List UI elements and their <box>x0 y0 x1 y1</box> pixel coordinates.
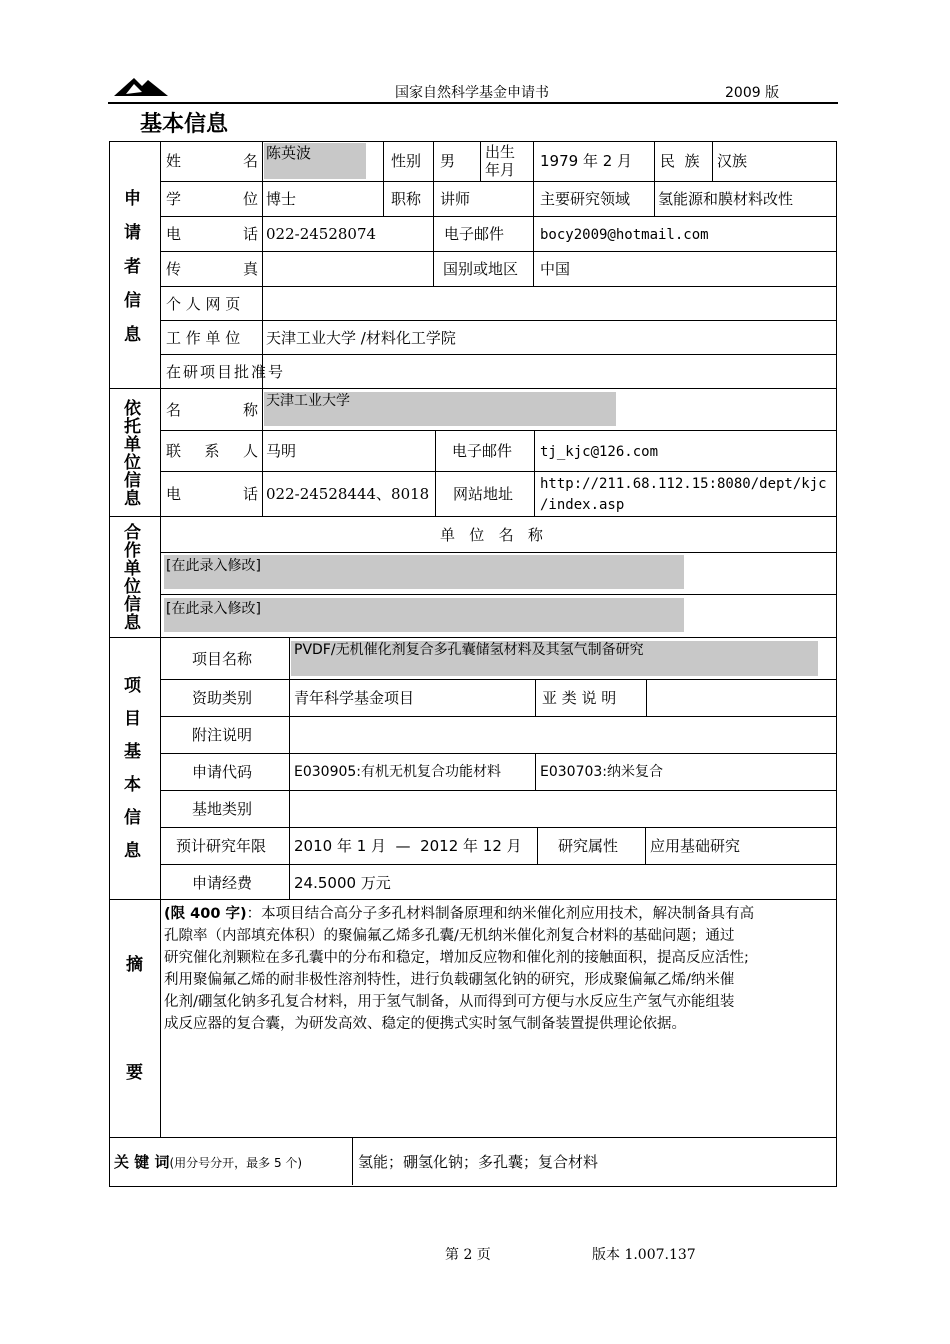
title-label: 职称 <box>391 190 422 208</box>
field-value[interactable]: 氢能源和膜材料改性 <box>658 190 794 208</box>
attr-label: 研究属性 <box>558 837 619 855</box>
section-title: 基本信息 <box>140 112 229 137</box>
project-name-value[interactable]: PVDF/无机催化剂复合多孔囊储氢材料及其氢气制备研究 <box>294 642 644 658</box>
host-contact-label: 联 系 人 <box>166 442 258 460</box>
name-label: 姓 名 <box>166 152 258 170</box>
abstract-line: 成反应器的复合囊，为研发高效、稳定的便携式实时氢气制备装置提供理论依据。 <box>164 1016 686 1032</box>
email-label: 电子邮件 <box>444 225 505 243</box>
partner-group-label: 合 作 单 位 信 息 <box>124 523 141 633</box>
field-label: 主要研究领域 <box>540 190 631 208</box>
host-website-line-1[interactable]: http://211.68.112.15:8080/dept/kjc <box>540 476 827 492</box>
subclass-label: 亚 类 说 明 <box>542 689 617 707</box>
abstract-text[interactable] <box>164 903 834 1035</box>
homepage-label: 个 人 网 页 <box>166 295 241 313</box>
name-value[interactable]: 陈英波 <box>266 144 312 162</box>
abstract-line: 孔隙率（内部填充体积）的聚偏氟乙烯多孔囊/无机纳米催化剂复合材料的基础问题；通过 <box>164 928 735 944</box>
host-email-label: 电子邮件 <box>452 442 513 460</box>
host-contact-value[interactable]: 马明 <box>266 442 297 460</box>
partner-row-1[interactable]: [在此录入修改] <box>166 558 261 574</box>
host-group-label: 依 托 单 位 信 息 <box>124 399 141 509</box>
employer-label: 工 作 单 位 <box>166 329 241 347</box>
gender-label: 性别 <box>391 152 422 170</box>
partner-row-2[interactable]: [在此录入修改] <box>166 601 261 617</box>
email-value[interactable]: bocy2009@hotmail.com <box>540 227 709 243</box>
nsfc-logo <box>112 72 170 98</box>
degree-value[interactable]: 博士 <box>266 190 297 208</box>
header-title: 国家自然科学基金申请书 <box>395 85 549 101</box>
country-label: 国别或地区 <box>443 260 519 278</box>
budget-value[interactable]: 24.5000 万元 <box>294 874 391 892</box>
title-value[interactable]: 讲师 <box>440 190 471 208</box>
funding-label: 资助类别 <box>192 689 253 707</box>
form-version: 版本 1.007.137 <box>592 1247 696 1263</box>
base-label: 基地类别 <box>192 800 253 818</box>
degree-label: 学 位 <box>166 190 258 208</box>
host-phone-label: 电 话 <box>166 485 258 503</box>
host-email-value[interactable]: tj_kjc@126.com <box>540 444 659 460</box>
abstract-line: 利用聚偏氟乙烯的耐非极性溶剂特性，进行负载硼氢化钠的研究，形成聚偏氟乙烯/纳米催 <box>164 972 735 988</box>
code-2-value[interactable]: E030703:纳米复合 <box>540 764 664 780</box>
note-label: 附注说明 <box>192 726 253 744</box>
employer-value[interactable]: 天津工业大学 /材料化工学院 <box>266 329 456 347</box>
phone-value[interactable]: 022-24528074 <box>266 225 377 243</box>
host-name-label: 名 称 <box>166 401 258 419</box>
host-website-label: 网站地址 <box>453 485 514 503</box>
period-label: 预计研究年限 <box>176 837 267 855</box>
budget-label: 申请经费 <box>192 874 253 892</box>
fax-label: 传 真 <box>166 260 258 278</box>
project-no-label: 在研项目批准号 <box>166 363 286 381</box>
birth-value[interactable]: 1979 年 2 月 <box>540 152 633 170</box>
code-1-value[interactable]: E030905:有机无机复合功能材料 <box>294 764 502 780</box>
country-value[interactable]: 中国 <box>540 260 571 278</box>
header-rule <box>108 102 838 104</box>
ethnicity-label: 民 族 <box>660 152 700 170</box>
page-number: 第 2 页 <box>445 1247 491 1263</box>
phone-label: 电 话 <box>166 225 258 243</box>
abstract-line: ：本项目结合高分子多孔材料制备原理和纳米催化剂应用技术，解决制备具有高 <box>246 906 755 922</box>
host-phone-value[interactable]: 022-24528444、8018 <box>266 485 430 503</box>
host-website-line-2[interactable]: /index.asp <box>540 497 625 513</box>
partner-column-header: 单 位 名 称 <box>440 526 543 544</box>
funding-value[interactable]: 青年科学基金项目 <box>294 689 415 707</box>
code-label: 申请代码 <box>192 763 253 781</box>
abstract-label-1: 摘 <box>126 955 143 975</box>
abstract-line: 化剂/硼氢化钠多孔复合材料，用于氢气制备，从而得到可方便与水反应生产氢气亦能组装 <box>164 994 735 1010</box>
keywords-label: 关 键 词(用分号分开，最多 5 个) <box>114 1153 303 1171</box>
birth-label: 出生 年月 <box>485 143 516 179</box>
abstract-limit: (限 400 字) <box>164 906 247 922</box>
ethnicity-value[interactable]: 汉族 <box>717 152 748 170</box>
project-name-label: 项目名称 <box>192 650 253 668</box>
abstract-label-2: 要 <box>126 1063 143 1083</box>
period-value[interactable]: 2010 年 1 月 — 2012 年 12 月 <box>294 837 522 855</box>
keywords-value[interactable]: 氢能；硼氢化钠；多孔囊；复合材料 <box>358 1153 599 1171</box>
attr-value[interactable]: 应用基础研究 <box>650 837 741 855</box>
gender-value[interactable]: 男 <box>440 152 456 170</box>
host-name-value[interactable]: 天津工业大学 <box>266 393 350 409</box>
header-version-year: 2009 版 <box>725 85 780 101</box>
applicant-group-label: 申 请 者 信 息 <box>124 189 141 345</box>
project-group-label: 项 目 基 本 信 息 <box>124 676 141 861</box>
abstract-line: 研究催化剂颗粒在多孔囊中的分布和稳定，增加反应物和催化剂的接触面积，提高反应活性; <box>164 950 749 966</box>
